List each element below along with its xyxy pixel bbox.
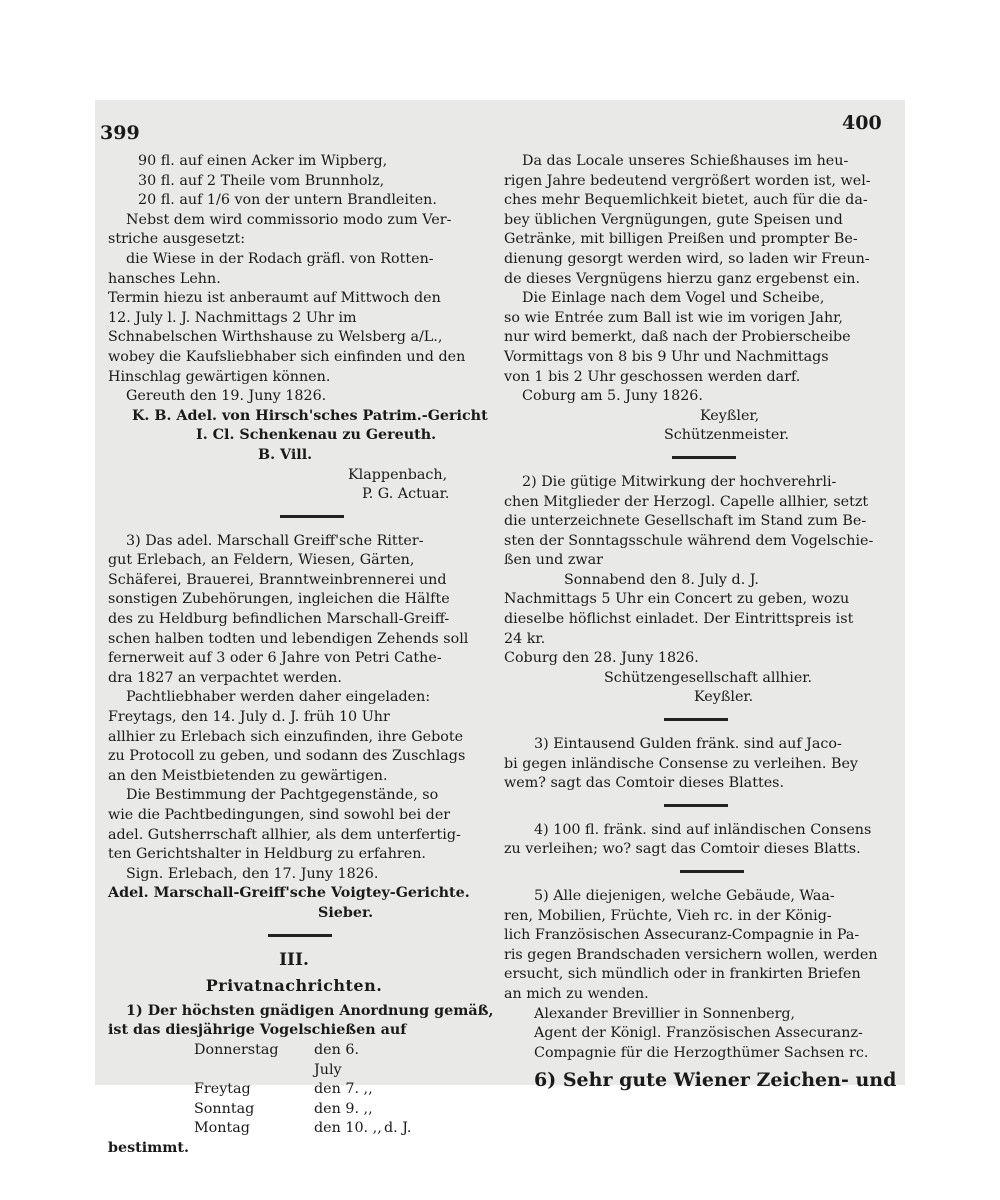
separator [268,934,332,937]
text-line: so wie Entrée zum Ball ist wie im vorigen Jahr, [504,309,843,326]
right-column [504,152,897,1092]
text-line: wobey die Kaufsliebhaber sich einfinden und den [108,348,466,365]
text-line: 2) Die gütige Mitwirkung der hochverehrli- [522,473,837,490]
text-line: dienung gesorgt werden wird, so laden wir Freun- [504,250,870,267]
text-line: 30 fl. auf 2 Theile vom Brunnholz, [138,172,385,189]
text-line: Die Einlage nach dem Vogel und Scheibe, [522,290,825,307]
text-line: sonstigen Zubehörungen, ingleichen die Hälfte [108,591,450,608]
schedule-row [108,1119,480,1139]
text-line: ersucht, sich mündlich oder in frankirten Briefen [504,966,861,983]
text-line: ten Gerichtshalter in Heldburg zu erfahren. [108,846,426,863]
text-line: dra 1827 an verpachtet werden. [108,669,342,686]
text-line: 20 fl. auf 1/6 von der untern Brandleiten. [138,192,437,209]
text-line: bestimmt. [108,1139,190,1156]
text-line: zu Protocoll zu geben, und sodann des Zuschlags [108,748,466,765]
text-line: chen Mitglieder der Herzogl. Capelle allhier, setzt [504,493,869,510]
text-line: ris gegen Brandschaden versichern wollen, werden [504,946,878,963]
court-name: Adel. Marschall-Greiff'sche Voigtey-Gerichte. [108,885,470,902]
signer: Keyßler. [694,689,754,706]
text-line: 4) 100 fl. fränk. sind auf inländischen Consens [534,821,872,838]
text-line: bey üblichen Vergnügungen, gute Speisen und [504,211,843,228]
text-line: 3) Das adel. Marschall Greiff'sche Ritter- [126,532,424,549]
text-line: Getränke, mit billigen Preißen und prompter Be- [504,231,858,248]
separator [664,804,728,807]
text-line: Schäferei, Brauerei, Branntweinbrennerei und [108,571,447,588]
text-line: von 1 bis 2 Uhr geschossen werden darf. [504,368,801,385]
text-line: rigen Jahre bedeutend vergrößert worden ist, wel- [504,172,871,189]
text-line: hansches Lehn. [108,270,221,287]
signer: B. Vill. [258,446,313,463]
text-line: Gereuth den 19. Juny 1826. [126,388,327,405]
signer: Sieber. [318,904,374,921]
text-line: die Wiese in der Rodach gräfl. von Rotten- [126,250,434,267]
signer: Compagnie für die Herzogthümer Sachsen rc. [534,1044,869,1061]
text-line: Schnabelschen Wirthshause zu Welsberg a/L., [108,329,443,346]
text-line: 24 kr. [504,630,546,647]
text-line: 1) Der höchsten gnädigen Anordnung gemäß, [126,1002,494,1019]
left-column [108,152,494,1159]
schedule-row [108,1080,480,1100]
schedule-day: Freytag [194,1081,251,1098]
text-line: schen halben todten und lebendigen Zehends soll [108,630,469,647]
text-line: dieselbe höflichst einladet. Der Eintrittspreis ist [504,611,854,628]
text-line: gut Erlebach, an Feldern, Wiesen, Gärten, [108,552,415,569]
text-line: Nebst dem wird commissorio modo zum Ver- [126,211,452,228]
text-line: des zu Heldburg befindlichen Marschall-Greiff- [108,611,450,628]
schedule-date: den 9. ,, [314,1100,373,1117]
signer: Keyßler, [700,407,760,424]
signer: Klappenbach, [348,466,448,483]
text-line: striche ausgesetzt: [108,231,246,248]
schedule-suffix: d. J. [384,1120,412,1137]
schedule-day: Donnerstag [194,1041,279,1058]
text-line: bi gegen inländische Consense zu verleihen. Bey [504,755,858,772]
text-line: wie die Pachtbedingungen, sind sowohl bei der [108,807,451,823]
text-line: 5) Alle diejenigen, welche Gebäude, Waa- [534,888,835,904]
schedule-date: den 10. ,, [314,1120,382,1137]
separator [680,870,744,873]
text-line: sten der Sonntagsschule während dem Vogelschie- [504,532,874,549]
signer: Alexander Brevillier in Sonnenberg, [534,1005,796,1022]
text-line: ßen und zwar [504,552,604,569]
text-line: ren, Mobilien, Früchte, Vieh rc. in der König- [504,907,832,924]
court-name: I. Cl. Schenkenau zu Gereuth. [196,427,437,444]
text-line: Coburg den 28. Juny 1826. [504,650,699,667]
text-line: de dieses Vergnügens hierzu ganz ergebenst ein. [504,270,861,287]
separator [280,515,344,518]
text-line: an den Meistbietenden zu gewärtigen. [108,767,388,784]
text-line: Da das Locale unseres Schießhauses im heu- [522,153,849,169]
text-line: Termin hiezu ist anberaumt auf Mittwoch den [108,290,441,307]
text-line: Die Bestimmung der Pachtgegenstände, so [126,787,439,804]
text-line: Pachtliebhaber werden daher eingeladen: [126,689,431,706]
separator [664,718,728,721]
schedule-date: den 7. ,, [314,1081,373,1098]
text-line: Nachmittags 5 Uhr ein Concert zu geben, wozu [504,591,850,608]
schedule-date: den 6. July [314,1041,360,1078]
text-line: 3) Eintausend Gulden fränk. sind auf Jaco- [534,736,842,753]
text-line: Sign. Erlebach, den 17. Juny 1826. [126,865,379,882]
text-line: nur wird bemerkt, daß nach der Probierscheibe [504,329,851,346]
text-line: wem? sagt das Comtoir dieses Blattes. [504,775,785,792]
text-line: zu verleihen; wo? sagt das Comtoir dieses Blatts. [504,841,861,858]
court-name: K. B. Adel. von Hirsch'sches Patrim.-Gericht [132,407,488,424]
text-line: allhier zu Erlebach sich einzufinden, ihre Gebote [108,728,464,745]
signer: Schützenmeister. [664,427,790,444]
schedule-row [108,1100,480,1120]
text-line: 90 fl. auf einen Acker im Wipberg, [138,153,388,169]
section-heading: Privatnachrichten. [205,976,383,996]
signer: Agent der Königl. Französischen Assecuranz- [534,1025,863,1042]
section-number: III. [279,949,309,970]
text-line: Hinschlag gewärtigen können. [108,368,331,385]
schedule-row [108,1041,480,1080]
text-line: die unterzeichnete Gesellschaft im Stand zum Be- [504,513,867,530]
schedule-day: Montag [194,1120,250,1137]
text-line: adel. Gutsherrschaft allhier, als dem unterfertig- [108,826,461,843]
text-line: fernerweit auf 3 oder 6 Jahre von Petri Cathe- [108,650,442,667]
text-line: 6) Sehr gute Wiener Zeichen- und [534,1069,897,1092]
text-line: Freytags, den 14. July d. J. früh 10 Uhr [108,709,390,726]
left-page-number: 399 [100,122,140,144]
text-line: Vormittags von 8 bis 9 Uhr und Nachmittags [504,348,829,365]
text-line: an mich zu wenden. [504,985,649,1002]
signer: P. G. Actuar. [362,486,450,503]
schedule-day: Sonntag [194,1100,255,1117]
separator [672,456,736,459]
right-page-number: 400 [842,112,882,134]
signer: Schützengesellschaft allhier. [604,669,813,686]
text-line: Coburg am 5. Juny 1826. [522,388,703,405]
text-line: Sonnabend den 8. July d. J. [564,571,759,588]
text-line: ist das diesjährige Vogelschießen auf [108,1022,407,1039]
text-line: ches mehr Bequemlichkeit bietet, auch für die da- [504,192,868,209]
text-line: lich Französischen Assecuranz-Compagnie in Pa- [504,927,860,944]
text-line: 12. July l. J. Nachmittags 2 Uhr im [108,309,357,326]
